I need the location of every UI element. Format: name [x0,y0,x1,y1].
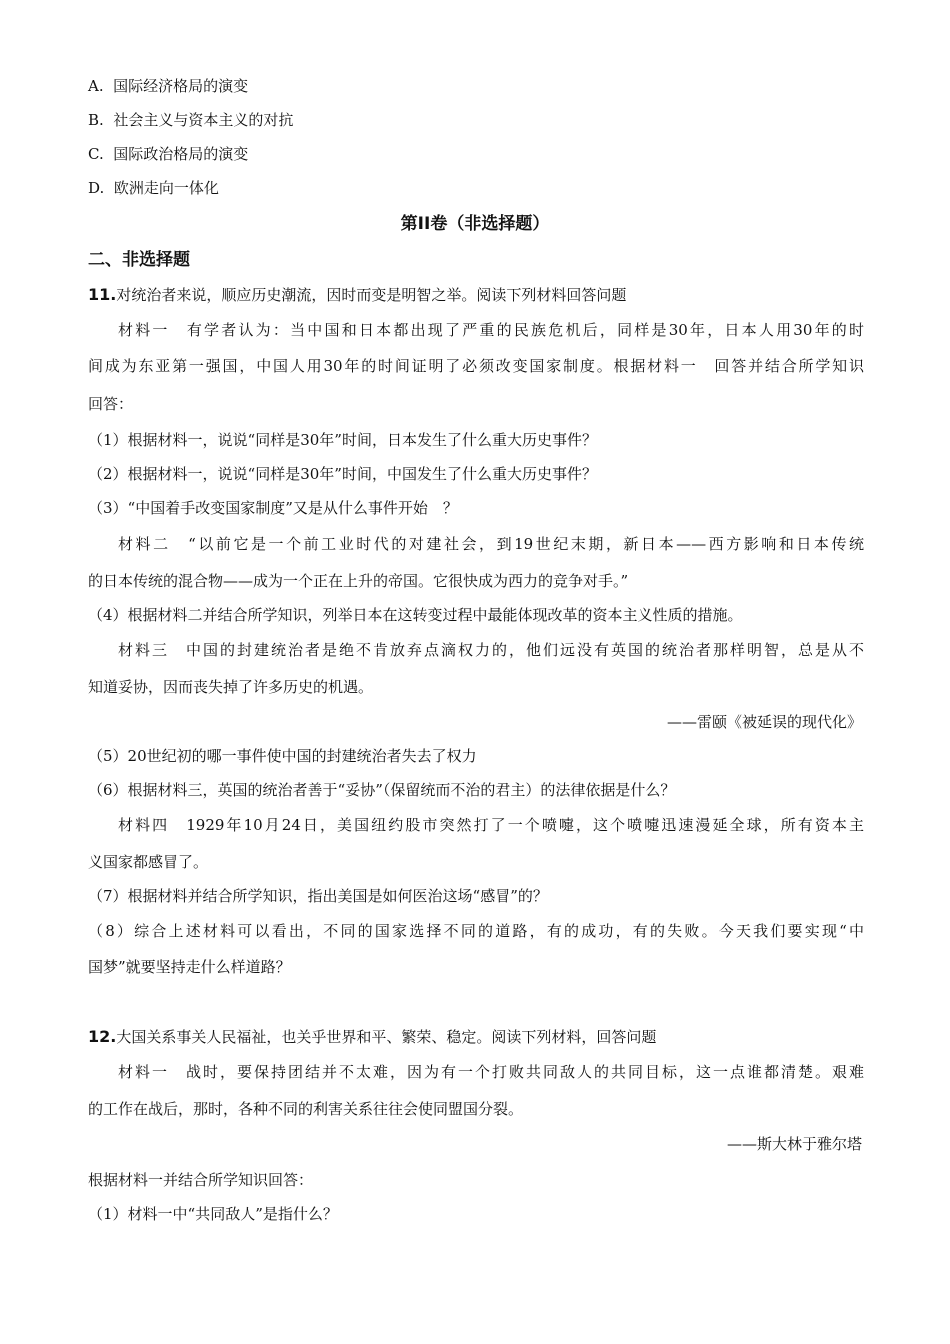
question-12-stem [88,1027,656,1047]
q11-subquestion-8-line-2: 国梦”就要坚持走什么样道路？ [88,958,291,976]
q11-material-3-source: ——雷颐《被延误的现代化》 [666,713,862,731]
option-c [88,144,248,164]
option-a [88,76,248,96]
option-text: 国际经济格局的演变 [113,77,249,95]
question-number: 11. [88,285,117,304]
q11-material-3-line-1: 材料三 中国的封建统治者是绝不肯放弃点滴权力的，他们远没有英国的统治者那样明智，总是从不 [118,641,864,659]
option-letter: A. [88,77,104,95]
q12-material-1-line-2: 的工作在战后，那时，各种不同的利害关系往往会使同盟国分裂。 [88,1100,524,1118]
q11-subquestion-7: （7）根据材料并结合所学知识，指出美国是如何医治这场“感冒”的？ [88,887,548,905]
q11-material-4-line-2: 义国家都感冒了。 [88,853,209,871]
q11-subquestion-5: （5）20世纪初的哪一事件使中国的封建统治者失去了权力 [88,747,477,765]
option-text: 欧洲走向一体化 [113,179,219,197]
option-letter: C. [88,145,104,163]
q11-subquestion-2: （2）根据材料一，说说“同样是30年”时间，中国发生了什么重大历史事件？ [88,465,597,483]
q11-subquestion-3: （3）“中国着手改变国家制度”又是从什么事件开始 ？ [88,499,458,517]
question-11-stem [88,285,626,305]
q11-material-1-line-2: 间成为东亚第一强国，中国人用30年的时间证明了必须改变国家制度。根据材料一 回答并结合所学知识 [88,357,864,375]
q11-material-1-line-3: 回答： [88,395,134,413]
question-stem-text: 对统治者来说，顺应历史潮流，因时而变是明智之举。阅读下列材料回答问题 [116,286,627,304]
q12-intro: 根据材料一并结合所学知识回答： [88,1171,314,1189]
q11-material-1-line-1: 材料一 有学者认为：当中国和日本都出现了严重的民族危机后，同样是30年，日本人用30年的时 [118,321,864,339]
option-d [88,178,219,198]
option-letter: B. [88,111,104,129]
q11-material-2-line-1: 材料二 “以前它是一个前工业时代的对建社会，到19世纪末期，新日本——西方影响和日本传统 [118,535,864,553]
question-stem-text: 大国关系事关人民福祉，也关乎世界和平、繁荣、稳定。阅读下列材料，回答问题 [116,1028,657,1046]
option-letter: D. [88,179,105,197]
q11-material-2-line-2: 的日本传统的混合物——成为一个正在上升的帝国。它很快成为西力的竞争对手。” [88,572,629,590]
section-title: 二、非选择题 [88,250,190,270]
q12-material-1-source: ——斯大林于雅尔塔 [726,1135,862,1153]
option-text: 国际政治格局的演变 [113,145,249,163]
option-b [88,110,293,130]
question-number: 12. [88,1027,117,1046]
part-title: 第II卷（非选择题） [400,214,550,234]
q11-subquestion-1: （1）根据材料一，说说“同样是30年”时间，日本发生了什么重大历史事件？ [88,431,597,449]
q11-material-3-line-2: 知道妥协，因而丧失掉了许多历史的机遇。 [88,678,374,696]
q11-subquestion-4: （4）根据材料二并结合所学知识，列举日本在这转变过程中最能体现改革的资本主义性质的措施。 [88,606,743,624]
q11-material-4-line-1: 材料四 1929年10月24日，美国纽约股市突然打了一个喷嚏，这个喷嚏迅速漫延全球，所有资本主 [118,816,864,834]
q11-subquestion-8-line-1: （8）综合上述材料可以看出，不同的国家选择不同的道路，有的成功，有的失败。今天我们要实现“中 [88,922,864,940]
q11-subquestion-6: （6）根据材料三，英国的统治者善于“妥协”（保留统而不治的君主）的法律依据是什么？ [88,781,676,799]
q12-subquestion-1: （1）材料一中“共同敌人”是指什么？ [88,1205,338,1223]
q12-material-1-line-1: 材料一 战时，要保持团结并不太难，因为有一个打败共同敌人的共同目标，这一点谁都清楚。艰难 [118,1063,864,1081]
option-text: 社会主义与资本主义的对抗 [113,111,294,129]
